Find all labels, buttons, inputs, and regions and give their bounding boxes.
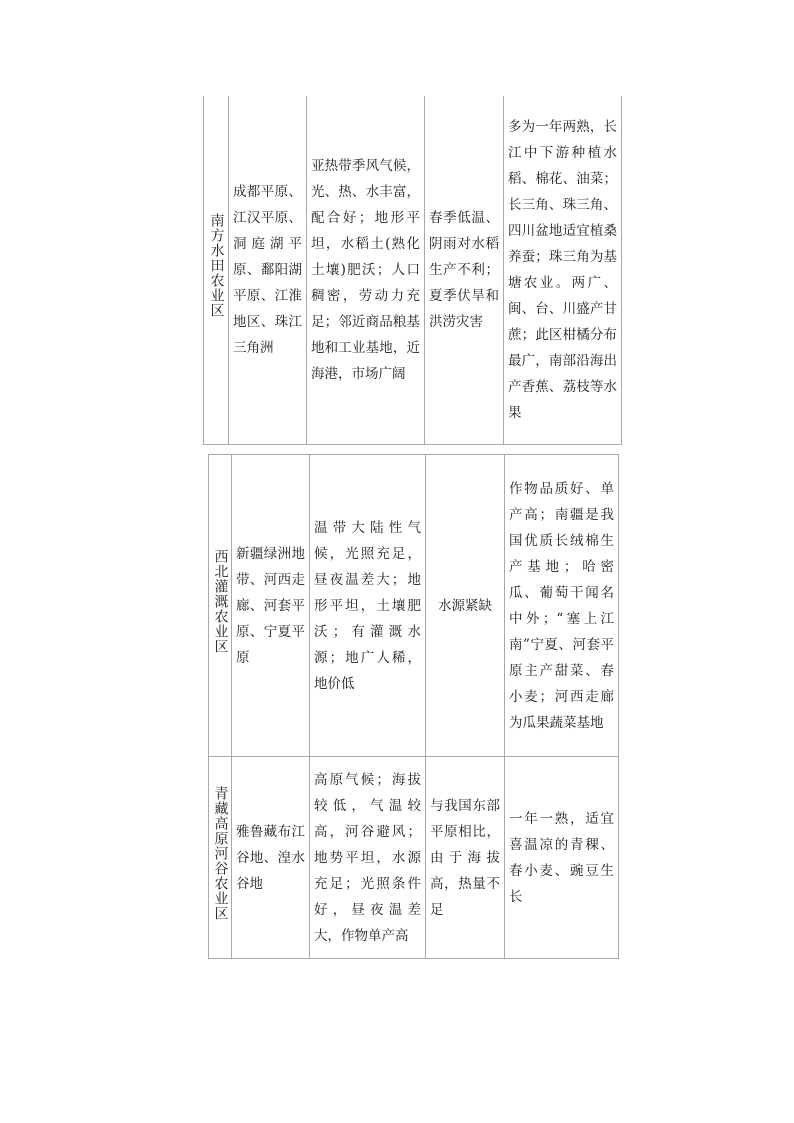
problems-cell: 水源紧缺: [426, 455, 505, 757]
conditions-cell: 亚热带季风气候，光、热、水丰富，配合好；地形平坦，水稻土(熟化土壤)肥沃；人口稠密，劳动力充足；邻近商品粮基地和工业基地，近海港，市场广阔: [307, 96, 425, 444]
conditions-cell: 高原气候；海拔较低，气温较高，河谷避风；地势平坦，水源充足；光照条件好，昼夜温差大，作物单产高: [310, 757, 426, 959]
features-cell: 多为一年两熟，长江中下游种植水稻、棉花、油菜；长三角、珠三角、四川盆地适宜植桑养蚕；珠三角为基塘农业。两广、闽、台、川盛产甘蔗；此区柑橘分布最广，南部沿海出产香蕉、荔枝等水果: [504, 96, 622, 444]
features-cell: 一年一熟，适宜喜温凉的青稞、春小麦、豌豆生长: [505, 757, 619, 959]
problems-cell: 与我国东部平原相比，由于海拔高，热量不足: [426, 757, 505, 959]
region-cell: 西北灌溉农业区: [209, 455, 232, 757]
areas-cell: 成都平原、江汉平原、洞庭湖平原、鄱阳湖平原、江淮地区、珠江三角洲: [229, 96, 307, 444]
table-row: [209, 455, 619, 757]
region-cell: 南方水田农业区: [204, 96, 229, 444]
agri-table-part1: [203, 96, 622, 445]
conditions-cell: 温带大陆性气候，光照充足，昼夜温差大；地形平坦，土壤肥沃；有灌溉水源；地广人稀，地价低: [310, 455, 426, 757]
table-row: [204, 96, 622, 444]
table-row: [209, 757, 619, 959]
problems-cell: 春季低温、阴雨对水稻生产不利；夏季伏旱和洪涝灾害: [425, 96, 504, 444]
region-cell: 青藏高原河谷农业区: [209, 757, 232, 959]
areas-cell: 新疆绿洲地带、河西走廊、河套平原、宁夏平原: [232, 455, 310, 757]
agri-table-part2: [208, 454, 619, 959]
areas-cell: 雅鲁藏布江谷地、湟水谷地: [232, 757, 310, 959]
features-cell: 作物品质好、单产高；南疆是我国优质长绒棉生产基地；哈密瓜、葡萄干闻名中外；“塞上江南”宁夏、河套平原主产甜菜、春小麦；河西走廊为瓜果蔬菜基地: [505, 455, 619, 757]
